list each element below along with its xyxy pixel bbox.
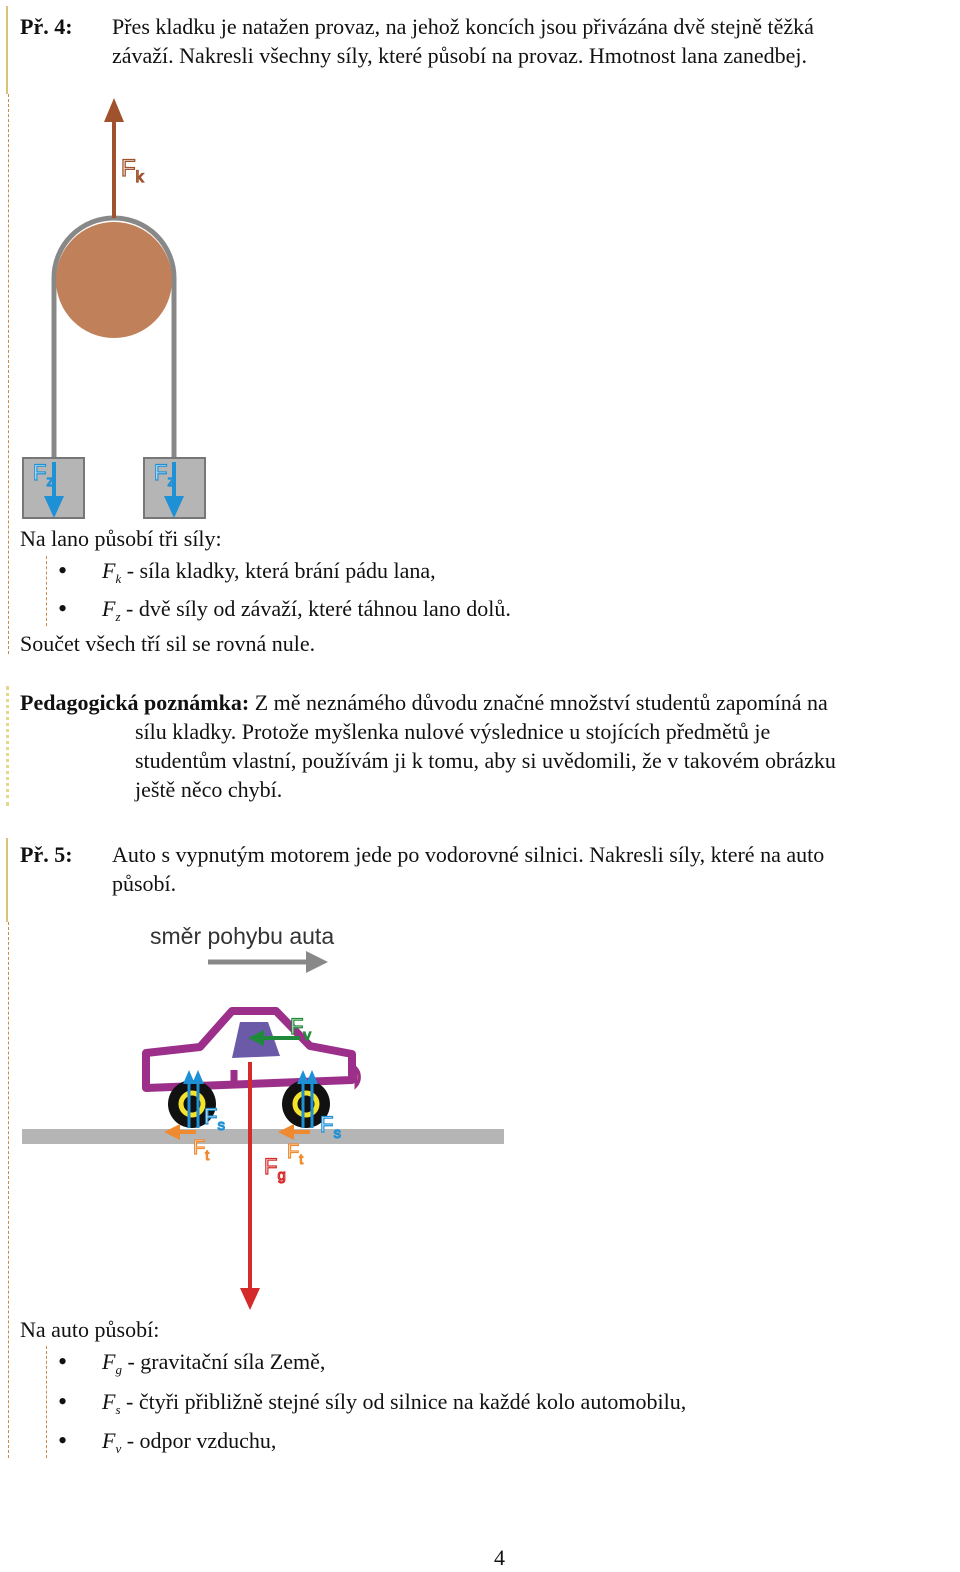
- exercise-5-text-line1: Auto s vypnutým motorem jede po vodorovné silnici. Nakresli síly, které na auto: [112, 842, 825, 867]
- fg-arrow-head: [240, 1288, 260, 1310]
- bullet: •: [58, 594, 68, 623]
- list-dash: [46, 556, 47, 626]
- note-line1: Pedagogická poznámka: Z mě neznámého důvodu značné množství studentů zapomíná na: [20, 690, 828, 715]
- pulley: [56, 222, 172, 338]
- margin-marker: [6, 686, 9, 806]
- fs-arrow-head: [192, 1070, 204, 1084]
- fg-label: $F_g$: [264, 1154, 286, 1184]
- ex5-item-fs: $F_s$ - čtyři přibližně stejné síly od silnice na každé kolo automobilu,: [102, 1389, 687, 1417]
- fs-label-rear: $F_s$: [204, 1104, 225, 1134]
- exercise-5-text-line2: působí.: [112, 871, 177, 896]
- page-number: 4: [494, 1545, 505, 1570]
- ex4-item-fz: $F_z$ - dvě síly od závaží, které táhnou lano dolů.: [102, 596, 511, 624]
- ex5-item-fv: $F_v$ - odpor vzduchu,: [102, 1428, 277, 1456]
- margin-marker: [6, 6, 8, 94]
- fz-right-label: $F_z$: [154, 460, 175, 490]
- fv-label: $F_v$: [290, 1014, 311, 1044]
- ft-label-rear: $F_t$: [193, 1137, 210, 1163]
- ft-label-front: $F_t$: [287, 1141, 304, 1167]
- exercise-4-text-line2: závaží. Nakresli všechny síly, které působí na provaz. Hmotnost lana zanedbej.: [112, 43, 808, 68]
- note-line3: studentům vlastní, používám ji k tomu, aby si uvědomili, že v takovém obrázku: [135, 748, 836, 773]
- motion-arrow-head: [306, 951, 328, 973]
- bullet: •: [58, 556, 68, 585]
- fs-arrow-head: [306, 1070, 318, 1084]
- fk-label: $F_k$: [121, 155, 144, 186]
- exercise-4-label: Př. 4:: [20, 14, 73, 39]
- motion-label: směr pohybu auta: [150, 923, 335, 949]
- bullet: •: [58, 1387, 68, 1416]
- note-line4: ještě něco chybí.: [135, 777, 283, 802]
- bullet: •: [58, 1426, 68, 1455]
- car-diagram: [0, 910, 520, 1320]
- ex4-conclusion: Součet všech tří sil se rovná nule.: [20, 631, 316, 656]
- fk-arrow-head: [104, 98, 124, 122]
- fs-label-front: $F_s$: [320, 1112, 341, 1142]
- list-dash: [46, 1346, 47, 1458]
- road: [22, 1129, 504, 1144]
- pulley-diagram: [0, 90, 260, 530]
- ex4-intro: Na lano působí tři síly:: [20, 526, 222, 551]
- exercise-5-label: Př. 5:: [20, 842, 73, 867]
- bullet: •: [58, 1347, 68, 1376]
- ex5-intro: Na auto působí:: [20, 1317, 160, 1342]
- note-line2: sílu kladky. Protože myšlenka nulové výslednice u stojících předmětů je: [135, 719, 771, 744]
- note-label: Pedagogická poznámka:: [20, 690, 250, 715]
- ex5-item-fg: $F_g$ - gravitační síla Země,: [102, 1349, 326, 1377]
- headlight: [356, 1068, 359, 1086]
- ex4-item-fk: $F_k$ - síla kladky, která brání pádu lana,: [102, 558, 436, 586]
- fz-left-label: $F_z$: [33, 460, 54, 490]
- exercise-4-text-line1: Přes kladku je natažen provaz, na jehož koncích jsou přivázána dvě stejně těžká: [112, 14, 814, 39]
